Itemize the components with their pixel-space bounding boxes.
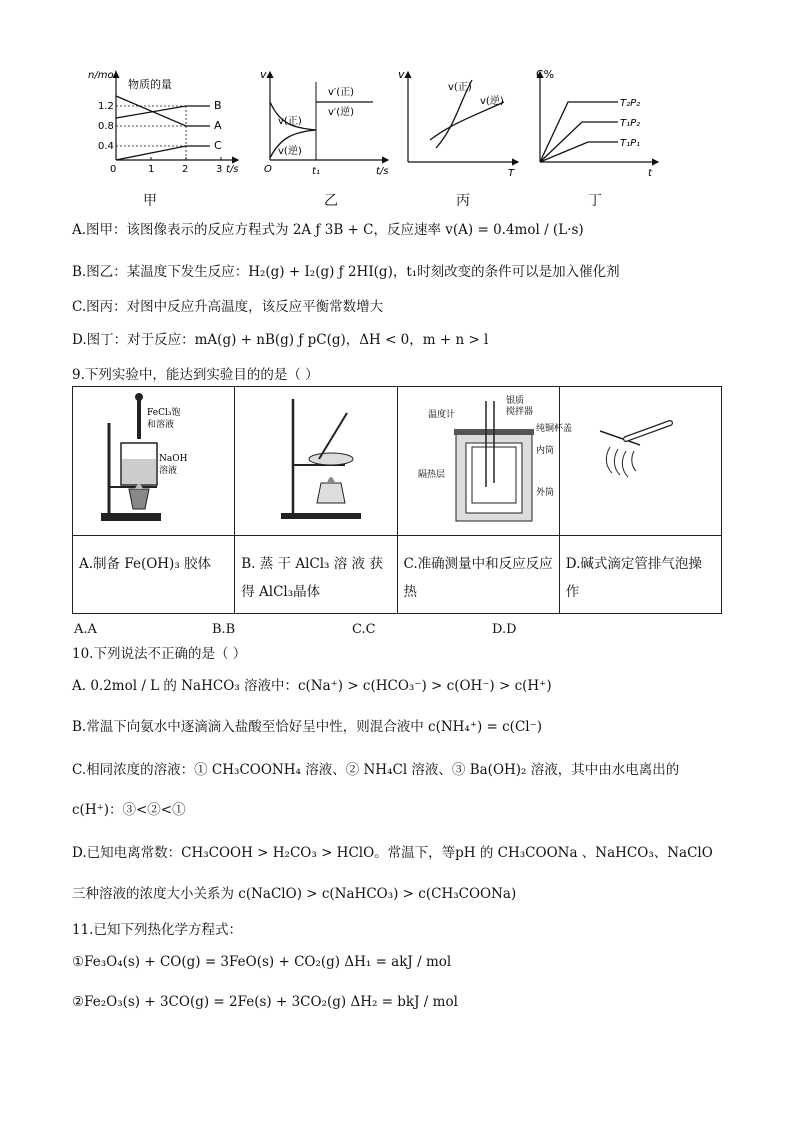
jia-xunit: t/s [226, 164, 239, 175]
label-naoh-2: 溶液 [159, 466, 178, 476]
label-outer: 外筒 [535, 488, 554, 498]
figure-yi-svg [258, 62, 398, 187]
label-naoh-1: NaOH [159, 454, 188, 464]
jia-xtick: 0 [110, 164, 117, 175]
apparatus-burette-icon [560, 387, 710, 531]
q8-option-c: C.图丙：对图中反应升高温度，该反应平衡常数增大 [72, 299, 384, 315]
bing-forward-curve [430, 102, 504, 140]
jia-ytick: 1.2 [98, 101, 114, 112]
figure-jia [78, 62, 248, 187]
q9-cell-d-text: D.碱式滴定管排气泡操作 [559, 536, 721, 614]
q11-equation-2: ②Fe₂O₃(s) + 3CO(g) = 2Fe(s) + 3CO₂(g) ΔH₂ = bkJ / mol [72, 994, 458, 1010]
yi-xunit: t/s [376, 166, 389, 177]
figure-yi [258, 62, 398, 187]
q8-option-d: D.图丁：对于反应：mA(g) + nB(g) ƒ pC(g)，ΔH < 0，m + n > l [72, 332, 489, 348]
q10-stem: 10.下列说法不正确的是（ ） [72, 646, 247, 662]
yi-curve-label: v(逆) [278, 146, 302, 157]
jia-xtick: 3 [216, 164, 223, 175]
q9-cell-d-image [559, 387, 721, 536]
q10-option-d-line1: D.已知电离常数：CH₃COOH > H₂CO₃ > HClO。常温下，等pH 的 CH₃COONa 、NaHCO₃、NaClO [72, 845, 713, 861]
q10-option-c-line2: c(H⁺)：③<②<① [72, 802, 186, 818]
q9-answer-c: C.C [352, 622, 376, 637]
q10-option-c-line1: C.相同浓度的溶液：① CH₃COONH₄ 溶液、② NH₄Cl 溶液、③ Ba(OH)₂ 溶液，其中由水电离出的 [72, 762, 680, 778]
caption-bing: 丙 [456, 193, 470, 209]
ding-xunit: t [648, 168, 652, 179]
yi-ylabel: v [260, 68, 267, 81]
q9-cell-c-text: C.准确测量中和反应反应热 [397, 536, 559, 614]
yi-origin: O [264, 164, 272, 175]
bing-curve-label: v(逆) [480, 96, 504, 107]
q9-answer-b: B.B [212, 622, 236, 637]
q9-answer-a: A.A [74, 622, 97, 637]
figure-jia-svg [78, 62, 248, 187]
q9-stem: 9.下列实验中，能达到实验目的的是（ ） [72, 367, 319, 383]
q9-cell-b-text: B. 蒸 干 AlCl₃ 溶 液 获 得 AlCl₃晶体 [235, 536, 397, 614]
figure-ding [528, 62, 668, 187]
jia-title: 物质的量 [128, 78, 172, 91]
jia-series-label: C [214, 139, 222, 152]
ding-curve-label: T₂P₂ [620, 98, 641, 109]
label-stirrer: 搅拌器 [505, 407, 533, 417]
yi-tick: t₁ [312, 166, 320, 177]
label-silver: 银质 [505, 396, 524, 406]
q9-cell-b-image [235, 387, 397, 536]
figure-ding-svg [528, 62, 668, 187]
jia-xtick: 2 [182, 164, 189, 175]
bing-curve-label: v(正) [448, 82, 472, 93]
jia-ytick: 0.8 [98, 121, 114, 132]
caption-jia: 甲 [143, 193, 157, 209]
jia-ylabel: n/mol [88, 70, 117, 81]
bing-ylabel: v [398, 68, 405, 81]
yi-curve-label: v′(逆) [328, 107, 354, 118]
q8-option-b: B.图乙：某温度下发生反应：H₂(g) + I₂(g) ƒ 2HI(g)，t₁时刻改变的条件可以是加入催化剂 [72, 264, 620, 280]
label-lid: 纯铜杯盖 [535, 424, 572, 434]
jia-xtick: 1 [148, 164, 155, 175]
label-fecl3-1: FeCl₃饱 [147, 408, 181, 418]
ding-curve-label: T₁P₂ [620, 118, 641, 129]
q9-cell-a-image [73, 387, 235, 536]
q10-option-b: B.常温下向氨水中逐滴滴入盐酸至恰好呈中性，则混合液中 c(NH₄⁺) = c(Cl⁻) [72, 719, 542, 735]
ding-curve-label: T₁P₁ [620, 138, 641, 149]
q10-option-d-line2: 三种溶液的浓度大小关系为 c(NaClO) > c(NaHCO₃) > c(CH₃COONa) [72, 886, 517, 902]
q11-equation-1: ①Fe₃O₄(s) + CO(g) = 3FeO(s) + CO₂(g) ΔH₁ = akJ / mol [72, 954, 452, 970]
jia-series-label: A [214, 119, 222, 132]
label-thermometer: 温度计 [427, 410, 455, 420]
ding-curve-T2P2 [540, 102, 618, 162]
q11-stem: 11.已知下列热化学方程式： [72, 922, 242, 938]
bing-xunit: T [508, 168, 515, 179]
ding-ylabel: C% [536, 68, 555, 81]
figure-bing-svg [396, 62, 526, 187]
apparatus-evaporation-icon [235, 387, 395, 531]
jia-ytick: 0.4 [98, 141, 114, 152]
q9-answer-d: D.D [492, 622, 517, 637]
jia-series-label: B [214, 99, 222, 112]
figure-bing [396, 62, 526, 187]
label-inner: 内筒 [535, 446, 554, 456]
q10-option-a: A. 0.2mol / L 的 NaHCO₃ 溶液中：c(Na⁺) > c(HCO₃⁻) > c(OH⁻) > c(H⁺) [72, 678, 552, 694]
yi-curve-label: v′(正) [328, 87, 354, 98]
caption-yi: 乙 [324, 193, 338, 209]
series-C [116, 146, 210, 160]
series-A [116, 96, 210, 126]
label-insulation: 隔热层 [417, 470, 445, 480]
yi-curve-label: v(正) [278, 116, 302, 127]
q9-cell-a-text: A.制备 Fe(OH)₃ 胶体 [73, 536, 235, 614]
caption-ding: 丁 [588, 193, 602, 209]
q8-option-a: A.图甲：该图像表示的反应方程式为 2A ƒ 3B + C，反应速率 v(A) = 0.4mol / (L·s) [72, 222, 584, 238]
apparatus-calorimeter-icon [398, 387, 573, 531]
q9-cell-c-image [397, 387, 572, 536]
label-fecl3-2: 和溶液 [147, 420, 175, 430]
ding-curve-T1P1 [540, 142, 618, 162]
apparatus-colloid-icon [73, 387, 233, 531]
q9-experiment-table [72, 386, 722, 614]
